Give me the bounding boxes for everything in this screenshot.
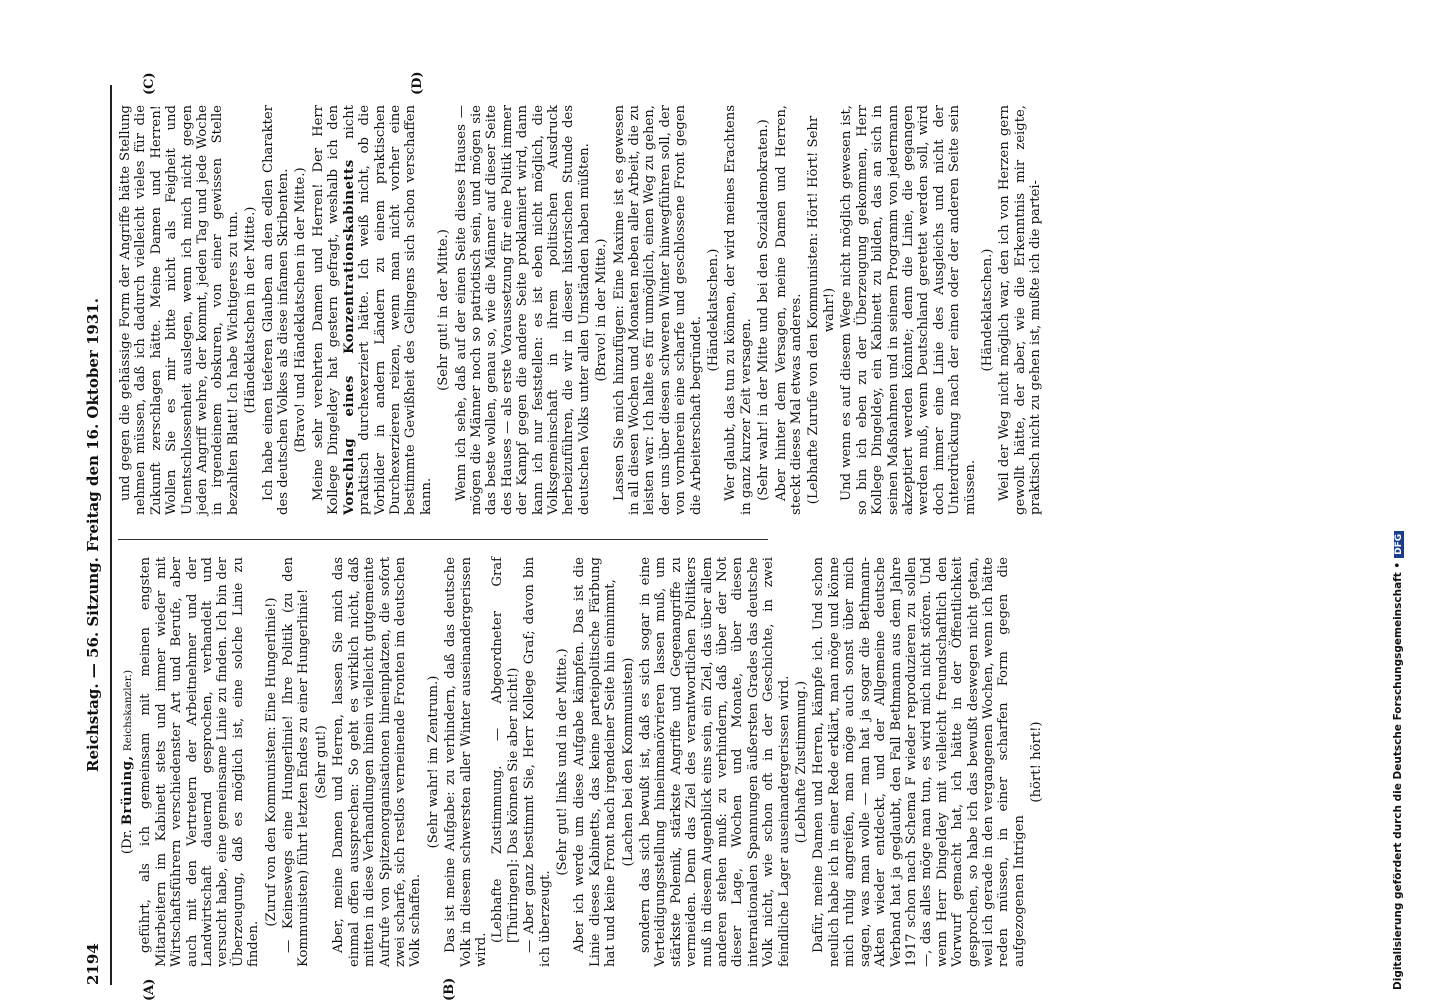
paragraph: Weil der Weg nicht möglich war, den ich von Herzen gern gewollt hätte, der aber, wie die Erkenntnis mir zeigte, praktisch nicht zu gehen ist, mußte ich die partei-: [997, 105, 1044, 515]
interjection: (Lachen bei den Kommunisten): [620, 657, 636, 867]
interjection: (Sehr gut! in der Mitte.): [436, 229, 452, 391]
interjection: (Sehr wahr! im Zentrum.): [425, 675, 441, 849]
paragraph: Wenn ich sehe, daß auf der einen Seite dieses Hauses — mögen die Männer noch so patriotisch sein, und mögen sie das beste wollen, genau so, wie die Männer auf dieser Seite des Hauses — als erste Voraussetzung für eine Politik immer der Kampf gegen die andere Seite proklamiert wird, dann kann ich nur feststellen: es ist eben nicht möglich, die Volksgemeinschaft in ihrem politischen Ausdruck herbeizuführen, die wir in dieser historischen Stunde des deutschen Volks unter allen Umständen haben müßten.: [453, 105, 592, 515]
right-column: [118, 105, 1045, 515]
paragraph: sondern das sich bewußt ist, daß es sich sogar in eine Verteidigungsstellung hineinmanövrieren lassen muß, um stärkste Polemik, stärkste Angriffe und Gegenangriffe zu vermeiden. Denn das Ziel des verantwortlichen Politikers muß in diesem Augenblick eins sein, ein Ziel, das über allem anderen stehen muß: zu verhindern, daß über der Not dieser Lage, Wochen und Monate, über diesen internationalen Spannungen äußersten Grades das deutsche Volk nicht, wie schon oft in der Geschichte, in zwei feindliche Lager auseinandergerissen wird.: [638, 557, 792, 967]
interjection: (Bravo! in der Mitte.): [594, 238, 610, 382]
interjection: (Lebhafte Zurufe von den Kommunisten: Hört! Hört! Sehr wahr!): [806, 115, 837, 505]
margin-marker-b: (B): [442, 977, 457, 1001]
paragraph: geführt, als ich gemeinsam mit meinen engsten Mitarbeitern im Kabinett stets und immer wieder mit Wirtschaftsführern verschiedenster Art und Berufe, aber auch mit den Vertretern der Arbeitnehmer und der Landwirtschaft dauernd gesprochen, verhandelt und versucht habe, eine gemeinsame Linie zu finden. Ich bin der Überzeugung, daß es möglich ist, eine solche Linie zu finden.: [138, 557, 262, 967]
interjection: (Sehr wahr! in der Mitte und bei den Sozialdemokraten.): [756, 119, 772, 501]
paragraph-part: nicht praktisch durchexerziert hätte. Ich weiß nicht, ob die Vorbilder in andern Ländern zu einem praktischen Durchexerzieren reizen, wenn man nicht vorher eine bestimmte Gewißheit des Gelingens sich schon verschaffen kann.: [341, 105, 434, 515]
header-title: Reichstag. — 56. Sitzung. Freitag den 16. Oktober 1931.: [84, 298, 102, 772]
paragraph: — Aber ganz bestimmt Sie, Herr Kollege Graf; davon bin ich überzeugt.: [522, 557, 553, 967]
paragraph: Und wenn es auf diesem Wege nicht möglich gewesen ist, so bin ich eben zu der Überzeugung gekommen, Herr Kollege Dingeldey, ein Kabinett zu bilden, das an sich in seinen Maßnahmen und in seinem Programm von jedermann akzeptiert werden könnte; denn die Linie, die gegangen werden muß, wenn Deutschland gerettet werden soll, wird doch immer eine Linie des Ausgleichs und nicht der Unterdrückung nach der einen oder der anderen Seite sein müssen.: [839, 105, 978, 515]
margin-marker-a: (A): [142, 978, 157, 1001]
paragraph: Lassen Sie mich hinzufügen: Eine Maxime ist es gewesen in all diesen Wochen und Monaten neben aller Arbeit, die zu leisten war: Ich halte es für unmöglich, einen Weg zu gehen, der uns über diesen schweren Winter hinwegführen soll, der von vornherein eine scharfe und geschlossene Front gegen die Arbeiterschaft begründet.: [611, 105, 704, 515]
running-header: [80, 85, 110, 985]
paragraph: Dafür, meine Damen und Herren, kämpfe ich. Und schon neulich habe ich in einer Rede erklärt, man möge und könne mich ruhig angreifen, man möge auch sonst über mich sagen, was man wolle — man hat ja sogar die Bethmann-Akten wieder entdeckt, und der Allgemeine deutsche Verband hat ja geglaubt, den Fall Bethmann aus dem Jahre 1917 schon nach Schema F wieder reproduzieren zu sollen —, das alles möge man tun, es wird mich nicht stören. Und wenn Herr Dingeldey mit vielleicht freundschaftlich den Vorwurf gemacht hat, ich hätte in der Öffentlichkeit gesprochen, so habe ich das bewußt deswegen nicht getan, weil ich gerade in den vergangenen Wochen, wenn ich hätte reden müssen, in einer scharfen Form gegen die aufgezogenen Intrigen: [811, 557, 1027, 967]
interjection: (Händeklatschen.): [706, 248, 722, 372]
header-rule: [110, 85, 112, 985]
margin-marker-c: (C): [142, 72, 157, 95]
interjection: (Lebhafte Zustimmung.): [794, 680, 810, 844]
paragraph: — Keineswegs eine Hungerlinie! Ihre Politik (zu den Kommunisten) führt letzten Endes zu einer Hungerlinie!: [281, 557, 312, 967]
interjection: (hört! hört!): [1029, 721, 1045, 803]
interjection: (Bravo! und Händeklatschen in der Mitte.): [293, 167, 309, 453]
emphasis: Vorschlag eines Konzentrationskabinetts: [341, 159, 357, 515]
paragraph: Aber, meine Damen und Herren, lassen Sie mich das einmal offen aussprechen: So geht es wirklich nicht, daß mitten in diese Verhandlungen hinein vielleicht gutgemeinte Aufrufe von Spitzenorganisationen hineinplatzen, die sofort zwei scharfe, sich restlos verneinende Fronten im deutschen Volk schaffen.: [331, 557, 424, 967]
interjection: (Händeklatschen.): [979, 248, 995, 372]
paragraph: [311, 105, 434, 515]
paragraph: Aber ich werde um diese Aufgabe kämpfen. Das ist die Linie dieses Kabinetts, das keine parteipolitische Färbung hat und keine Front nach irgendeiner Seite hin einnimmt,: [572, 557, 619, 967]
speaker-role: Reichskanzler.): [122, 669, 134, 752]
paragraph-part: Meine sehr verehrten Damen und Herren! Der Herr Kollege Dingeldey hat gestern gefragt, weshalb ich den: [310, 105, 342, 515]
paragraph: Wer glaubt, das tun zu können, der wird meines Erachtens in ganz kurzer Zeit versagen.: [723, 105, 754, 515]
left-column: [118, 557, 1047, 967]
interjection: (Lebhafte Zustimmung. — Abgeordneter Graf [Thüringen]: Das können Sie aber nicht!): [490, 557, 521, 943]
interjection: (Zuruf von den Kommunisten: Eine Hungerlinie!): [263, 597, 279, 927]
interjection: (Händeklatschen in der Mitte.): [243, 206, 259, 414]
interjection: (Sehr gut!): [313, 725, 329, 799]
paragraph: Ich habe einen tieferen Glauben an den edlen Charakter des deutschen Volkes als diese infamen Skribenten.: [260, 105, 292, 515]
interjection: (Sehr gut! links und in der Mitte.): [554, 648, 570, 876]
page-number: 2194: [84, 943, 102, 985]
speaker-line: [120, 557, 136, 967]
dfg-logo: DFG: [1394, 531, 1404, 558]
paragraph: Aber hinter dem Versagen, meine Damen und Herren, steckt dieses Mal etwas anderes.: [773, 105, 805, 515]
digitization-credit: [1392, 0, 1404, 990]
paragraph: und gegen die gehässige Form der Angriffe hätte Stellung nehmen müssen, daß ich dadurch vielleicht vieles für die Zukunft zerschlagen hätte. Meine Damen und Herren! Wollen Sie es mir bitte nicht als Feigheit und Unentschlossenheit auslegen, wenn ich mich nicht gegen jeden Angriff wehre, der kommt, jeden Tag und jede Woche in irgendeinem obskuren, von einer gewissen Stelle bezahlten Blatt! Ich habe Wichtigeres zu tun.: [118, 105, 241, 515]
speaker-open: (Dr.: [120, 829, 135, 855]
paragraph: Das ist meine Aufgabe: zu verhindern, daß das deutsche Volk in diesem schwersten aller Winter auseinandergerissen wird.: [443, 557, 489, 967]
rotated-page-content: [80, 71, 1045, 1001]
column-divider: [118, 539, 768, 540]
credit-text: Digitalisierung gefördert durch die Deutsche Forschungsgemeinschaft •: [1392, 561, 1404, 990]
speaker-name: Brüning,: [120, 755, 135, 826]
margin-marker-d: (D): [410, 71, 425, 95]
